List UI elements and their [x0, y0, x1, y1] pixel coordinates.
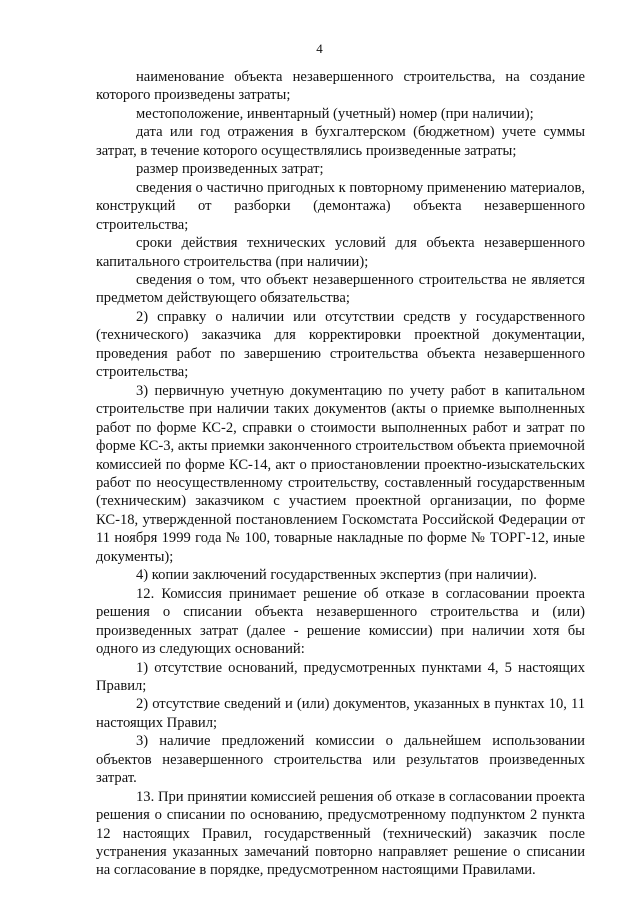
document-body [96, 68, 585, 880]
paragraph-ground-1: 1) отсутствие оснований, предусмотренных пунктами 4, 5 настоящих Правил; [96, 659, 585, 694]
paragraph-obligation-status: сведения о том, что объект незавершенного строительства не является предметом действующего обязательства; [96, 271, 585, 307]
paragraph-cost-amount: размер произведенных затрат; [136, 161, 324, 178]
paragraph-location: местоположение, инвентарный (учетный) номер (при наличии); [136, 105, 534, 122]
paragraph-section-12: 12. Комиссия принимает решение об отказе в согласовании проекта решения о списании объекта незавершенного строительства и (или) произведенных затрат (далее - решение комиссии) при наличии хотя бы одного из следующих оснований: [96, 585, 585, 658]
paragraph-ground-3: 3) наличие предложений комиссии о дальнейшем использовании объектов незавершенного строительства или результатов произведенных затрат. [96, 733, 585, 787]
paragraph-technical-conditions: сроки действия технических условий для объекта незавершенного капитального строительства (при наличии); [96, 235, 585, 270]
paragraph-item-3-primary-documentation: 3) первичную учетную документацию по учету работ в капитальном строительстве при наличии таких документов (акты о приемке выполненных работ по форме КС-2, справки о стоимости выполненных работ и затрат по форме КС-3, акты приемки законченного строительством объекта приемочной комиссией по форме КС-14, акт о приостановлении проектно-изыскательских работ по неосуществленному строительству, составленный государственным (техническим) заказчиком с участием проектной организации, по форме КС-18, утвержденной постановлением Госкомстата Российской Федерации от 11 ноября 1999 года № 100, товарные накладные по форме № ТОРГ-12, иные документы); [96, 382, 585, 565]
paragraph-reusable-materials: сведения о частично пригодных к повторному применению материалов, конструкций от разборки (демонтажа) объекта незавершенного строительства; [96, 179, 585, 233]
paragraph-item-2-funds-certificate: 2) справку о наличии или отсутствии средств у государственного (технического) заказчика для корректировки проектной документации, проведения работ по завершению строительства объекта незавершенного строительства; [96, 308, 585, 381]
paragraph-accounting-date: дата или год отражения в бухгалтерском (бюджетном) учете суммы затрат, в течение которого осуществлялись произведенные затраты; [96, 124, 585, 159]
paragraph-object-name: наименование объекта незавершенного строительства, на создание которого произведены затраты; [96, 69, 585, 104]
paragraph-item-4-expertise-copies: 4) копии заключений государственных экспертиз (при наличии). [136, 567, 537, 584]
page-number: 4 [316, 41, 323, 56]
paragraph-ground-2: 2) отсутствие сведений и (или) документов, указанных в пунктах 10, 11 настоящих Правил; [96, 696, 585, 731]
paragraph-section-13: 13. При принятии комиссией решения об отказе в согласовании проекта решения о списании по основанию, предусмотренному подпунктом 2 пункта 12 настоящих Правил, государственный (технический) заказчик после устранения указанных замечаний повторно направляет решение о списании на согласование в порядке, предусмотренном настоящими Правилами. [96, 788, 585, 879]
